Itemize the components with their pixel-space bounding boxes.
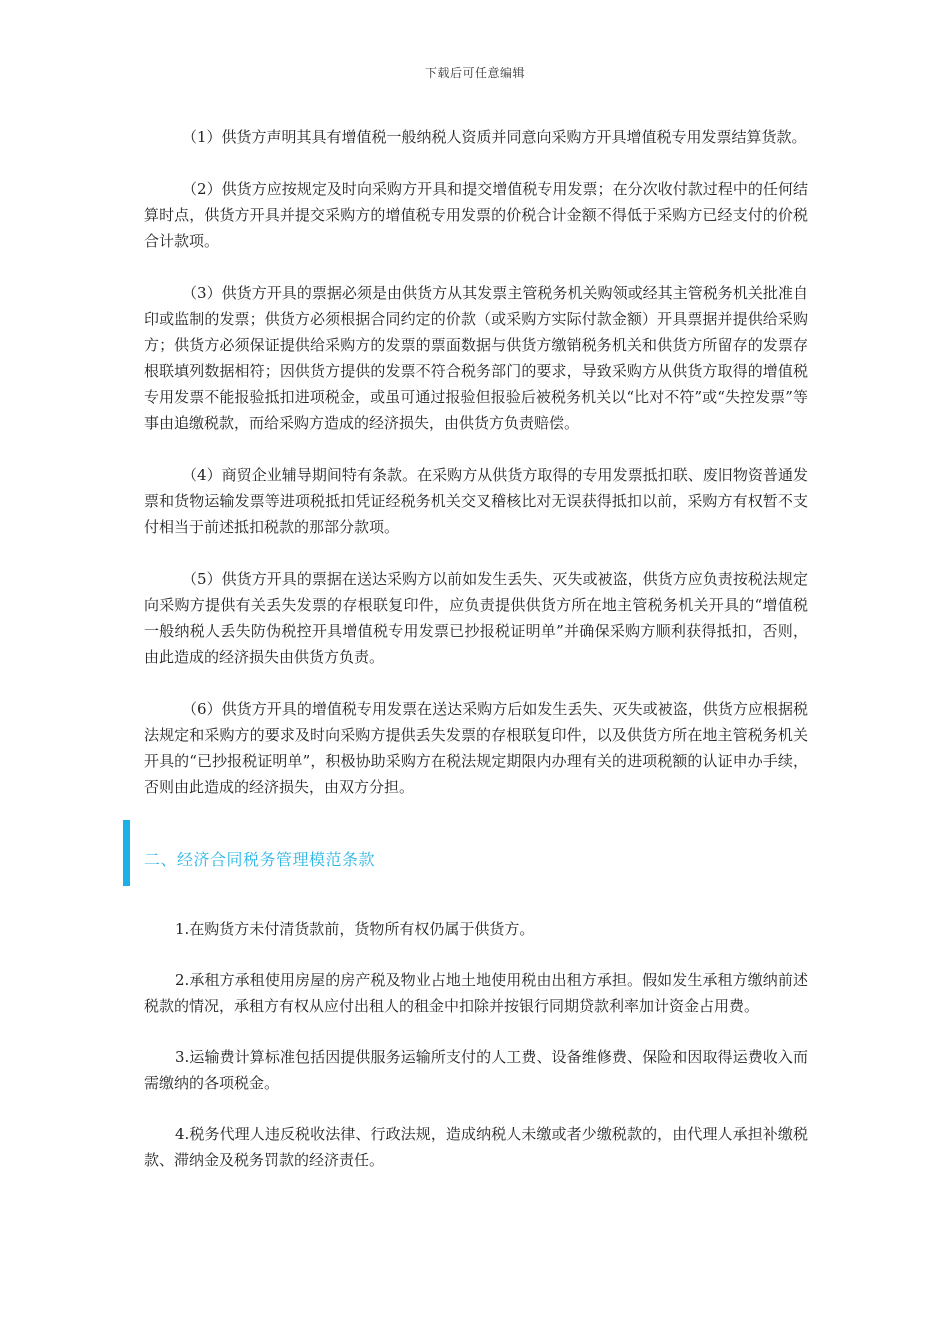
- document-body: [144, 124, 808, 1198]
- paragraph-2: （2）供货方应按规定及时向采购方开具和提交增值税专用发票；在分次收付款过程中的任何结算时点，供货方开具并提交采购方的增值税专用发票的价税合计金额不得低于采购方已经支付的价税合计款项。: [144, 180, 808, 250]
- section-heading: [144, 844, 808, 876]
- clause-2: 2.承租方承租使用房屋的房产税及物业占地土地使用税由出租方承担。假如发生承租方缴纳前述税款的情况，承租方有权从应付出租人的租金中扣除并按银行同期贷款利率加计资金占用费。: [144, 971, 808, 1015]
- paragraph-6: （6）供货方开具的增值税专用发票在送达采购方后如发生丢失、灭失或被盗，供货方应根据税法规定和采购方的要求及时向采购方提供丢失发票的存根联复印件，以及供货方所在地主管税务机关开具的“已抄报税证明单”，积极协助采购方在税法规定期限内办理有关的进项税额的认证申办手续，否则由此造成的经济损失，由双方分担。: [144, 700, 808, 796]
- clause-1: 1.在购货方未付清货款前，货物所有权仍属于供货方。: [175, 920, 535, 938]
- clause-4: 4.税务代理人违反税收法律、行政法规，造成纳税人未缴或者少缴税款的，由代理人承担补缴税款、滞纳金及税务罚款的经济责任。: [144, 1125, 808, 1169]
- section-title: 二、经济合同税务管理模范条款: [144, 850, 376, 869]
- clause-3: 3.运输费计算标准包括因提供服务运输所支付的人工费、设备维修费、保险和因取得运费收入而需缴纳的各项税金。: [144, 1048, 808, 1092]
- paragraph-5: （5）供货方开具的票据在送达采购方以前如发生丢失、灭失或被盗，供货方应负责按税法规定向采购方提供有关丢失发票的存根联复印件，应负责提供供货方所在地主管税务机关开具的“增值税一般纳税人丢失防伪税控开具增值税专用发票已抄报税证明单”并确保采购方顺利获得抵扣，否则，由此造成的经济损失由供货方负责。: [144, 570, 808, 666]
- page-header: 下载后可任意编辑: [424, 66, 525, 80]
- paragraph-3: （3）供货方开具的票据必须是由供货方从其发票主管税务机关购领或经其主管税务机关批准自印或监制的发票；供货方必须根据合同约定的价款（或采购方实际付款金额）开具票据并提供给采购方；供货方必须保证提供给采购方的发票的票面数据与供货方缴销税务机关和供货方所留存的发票存根联填列数据相符；因供货方提供的发票不符合税务部门的要求，导致采购方从供货方取得的增值税专用发票不能报验抵扣进项税金，或虽可通过报验但报验后被税务机关以“比对不符”或“失控发票”等事由追缴税款，而给采购方造成的经济损失，由供货方负责赔偿。: [144, 284, 808, 432]
- section-accent-bar: [123, 820, 130, 886]
- paragraph-4: （4）商贸企业辅导期间特有条款。在采购方从供货方取得的专用发票抵扣联、废旧物资普通发票和货物运输发票等进项税抵扣凭证经税务机关交叉稽核比对无误获得抵扣以前，采购方有权暂不支付相当于前述抵扣税款的那部分款项。: [144, 466, 808, 536]
- paragraph-1: （1）供货方声明其具有增值税一般纳税人资质并同意向采购方开具增值税专用发票结算货款。: [182, 128, 807, 146]
